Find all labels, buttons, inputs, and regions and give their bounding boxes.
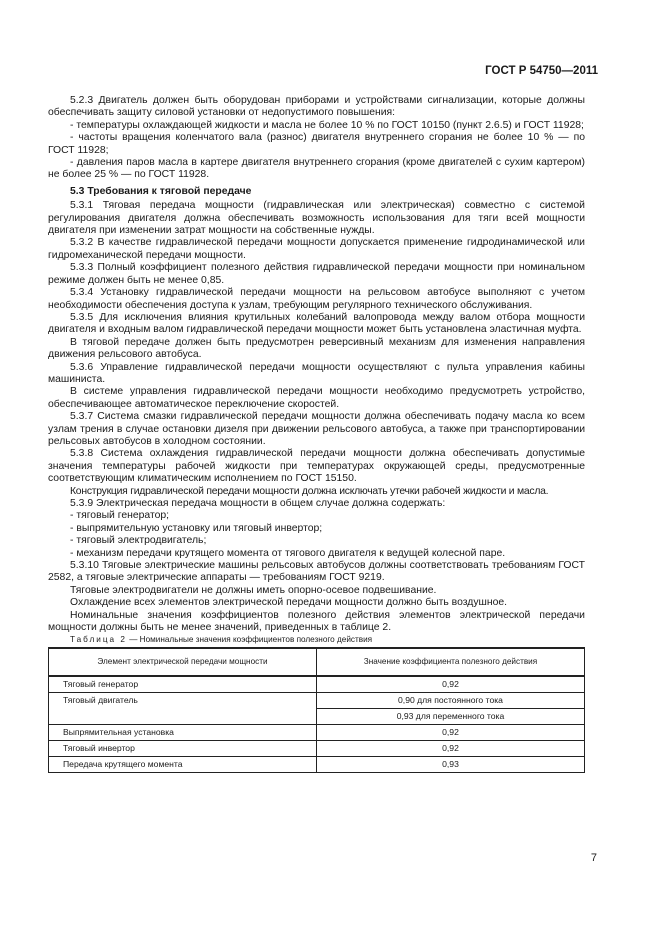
paragraph: 5.3.5 Для исключения влияния крутильных колебаний валопровода между валом отбора мощности двигателя и входным валом гидравлической передачи мощности может быть установлена эластичная муфта. bbox=[48, 311, 585, 336]
paragraph: 5.3.9 Электрическая передача мощности в общем случае должна содержать: bbox=[70, 498, 446, 509]
table-cell: Тяговый инвертор bbox=[49, 740, 317, 756]
table-cell: 0,93 для переменного тока bbox=[317, 708, 585, 724]
column-header: Значение коэффициента полезного действия bbox=[317, 648, 585, 676]
table-caption bbox=[48, 634, 585, 646]
table-cell: 0,92 bbox=[317, 676, 585, 693]
paragraph: 5.3.6 Управление гидравлической передачи мощности осуществляют с пульта управления кабины машиниста. bbox=[48, 361, 585, 385]
list-item: - тяговый генератор; bbox=[70, 510, 170, 522]
paragraph: Тяговые электродвигатели не должны иметь опорно-осевое подвешивание. bbox=[70, 584, 437, 596]
paragraph: В тяговой передаче должен быть предусмотрен реверсивный механизм для изменения направления движения рельсового автобуса. bbox=[48, 336, 585, 361]
section-heading: 5.3 Требования к тяговой передаче bbox=[70, 185, 252, 197]
table-row bbox=[49, 740, 585, 756]
table-row bbox=[49, 724, 585, 740]
table-cell: 0,93 bbox=[317, 756, 585, 772]
paragraph: 5.3.10 Тяговые электрические машины рельсовых автобусов должны соответствовать требованиям ГОСТ 2582, а тяговые электрические аппараты — требованиям ГОСТ 9219. bbox=[48, 560, 585, 584]
standard-designation: ГОСТ Р 54750—2011 bbox=[485, 65, 598, 77]
paragraph: Охлаждение всех элементов электрической передачи мощности должно быть воздушное. bbox=[70, 597, 508, 609]
table-cell: 0,92 bbox=[317, 724, 585, 740]
paragraph: 5.3.3 Полный коэффициент полезного действия гидравлической передачи мощности при номинальном режиме должен быть не менее 0,85. bbox=[48, 262, 585, 286]
paragraph: - давления паров масла в картере двигателя внутреннего сгорания (кроме двигателей с сухим картером) не более 25 % — по ГОСТ 11928. bbox=[48, 157, 585, 181]
table-cell: Тяговый двигатель bbox=[49, 692, 317, 724]
table-row bbox=[49, 692, 585, 708]
paragraph: 5.3.8 Система охлаждения гидравлической передачи мощности должна обеспечивать допустимые значения температуры рабочей жидкости при температурах окружающей среды, предусмотренные соответствующим климатическим исполнением по ГОСТ 15150. bbox=[48, 448, 585, 485]
document-body bbox=[48, 95, 585, 773]
table-row bbox=[49, 756, 585, 772]
paragraph: 5.3.7 Система смазки гидравлической передачи мощности должна обеспечивать подачу масла ко всем узлам трения в случае остановки дизеля при движении рельсового автобуса, а также при транспортировании рельсовых автобусов в холодном состоянии. bbox=[48, 411, 585, 447]
efficiency-table bbox=[48, 647, 585, 773]
column-header: Элемент электрической передачи мощности bbox=[49, 648, 317, 676]
table-cell: Тяговый генератор bbox=[49, 676, 317, 693]
table-row bbox=[49, 676, 585, 693]
paragraph: 5.2.3 Двигатель должен быть оборудован приборами и устройствами сигнализации, которые должны обеспечивать защиту силовой установки от недопустимого повышения: bbox=[48, 95, 585, 119]
table-cell: 0,90 для постоянного тока bbox=[317, 692, 585, 708]
paragraph: - температуры охлаждающей жидкости и масла не более 10 % по ГОСТ 10150 (пункт 2.6.5) и ГОСТ 11928; bbox=[70, 119, 584, 131]
list-item: - тяговый электродвигатель; bbox=[70, 535, 207, 547]
table-cell: 0,92 bbox=[317, 740, 585, 756]
table-caption-label: Таблица 2 bbox=[70, 635, 127, 645]
table-header-row bbox=[49, 648, 585, 676]
table-cell: Выпрямительная установка bbox=[49, 724, 317, 740]
page-number: 7 bbox=[590, 852, 597, 864]
list-item: - выпрямительную установку или тяговый инвертор; bbox=[70, 522, 323, 534]
paragraph: 5.3.1 Тяговая передача мощности (гидравлическая или электрическая) совместно с системой регулирования двигателя должна обеспечивать возможность использования для тяги всей мощности двигателя при изменении затрат мощности на собственные нужды. bbox=[48, 200, 585, 237]
paragraph: 5.3.2 В качестве гидравлической передачи мощности допускается применение гидродинамической или гидромеханической передачи мощности. bbox=[48, 237, 585, 261]
paragraph: Номинальные значения коэффициентов полезного действия элементов электрической передачи мощности должны быть не менее значений, приведенных в таблице 2. bbox=[48, 609, 585, 634]
paragraph: В системе управления гидравлической передачи мощности необходимо предусмотреть устройство, обеспечивающее автоматическое переключение скоростей. bbox=[48, 386, 585, 410]
paragraph: 5.3.4 Установку гидравлической передачи мощности на рельсовом автобусе выполняют с учетом необходимости обеспечения доступа к узлам, требующим регулярного технического обслуживания. bbox=[48, 287, 585, 311]
paragraph: Конструкция гидравлической передачи мощности должна исключать утечки рабочей жидкости и масла. bbox=[70, 485, 549, 497]
table-caption-text: — Номинальные значения коэффициентов полезного действия bbox=[126, 635, 373, 645]
paragraph: - частоты вращения коленчатого вала (разнос) двигателя внутреннего сгорания не более 10 % — по ГОСТ 11928; bbox=[48, 132, 585, 156]
list-item: - механизм передачи крутящего момента от тягового двигателя к ведущей колесной паре. bbox=[70, 547, 506, 559]
table-cell: Передача крутящего момента bbox=[49, 756, 317, 772]
